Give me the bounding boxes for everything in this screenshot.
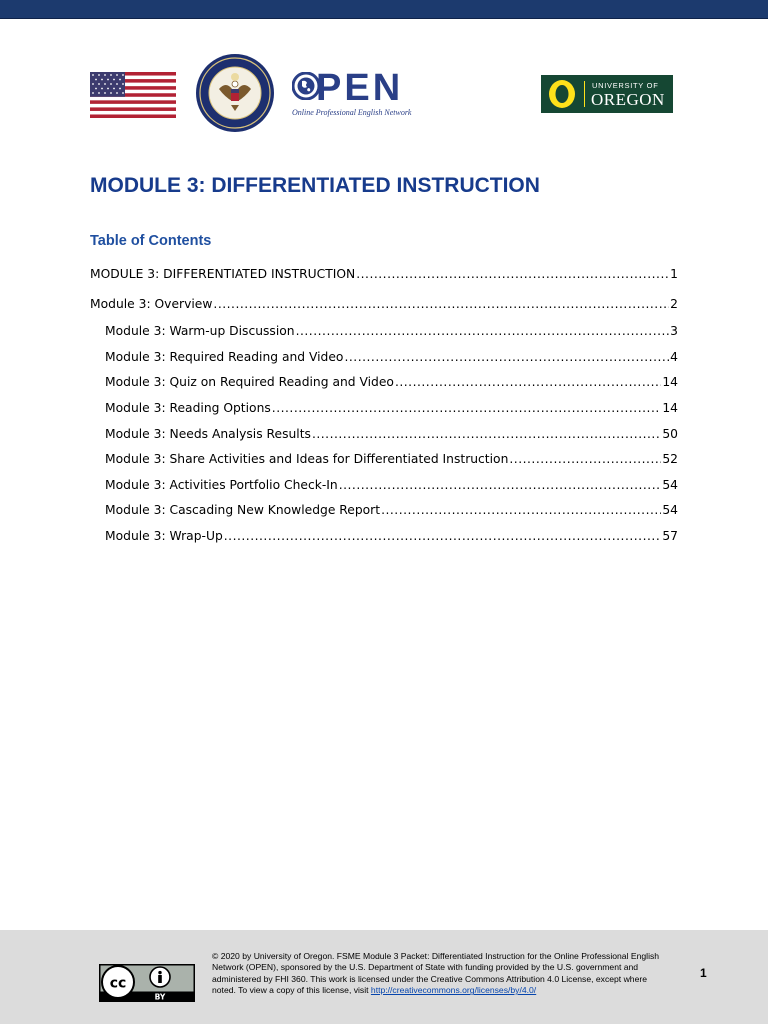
toc-entry-label: Module 3: Required Reading and Video xyxy=(105,350,344,364)
uo-oregon-text: OREGON xyxy=(591,90,665,109)
toc-dot-leader xyxy=(272,401,662,415)
toc-entry[interactable] xyxy=(105,478,678,496)
university-of-oregon-logo xyxy=(541,75,673,113)
toc-entry[interactable] xyxy=(105,350,678,368)
toc-entry-page: 4 xyxy=(670,350,678,364)
toc-entry-label: Module 3: Activities Portfolio Check-In xyxy=(105,478,338,492)
toc-entry-label: Module 3: Overview xyxy=(90,297,213,311)
toc-entry[interactable] xyxy=(105,401,678,419)
toc-dot-leader xyxy=(395,375,661,389)
toc-dot-leader xyxy=(224,529,662,543)
toc-entry-page: 50 xyxy=(662,427,678,441)
department-of-state-seal-icon xyxy=(195,53,275,133)
toc-entry[interactable] xyxy=(105,427,678,445)
oregon-o-icon xyxy=(547,78,577,110)
toc-entry[interactable] xyxy=(90,297,678,315)
toc-entry-label: Module 3: Wrap-Up xyxy=(105,529,223,543)
toc-dot-leader xyxy=(213,297,669,311)
logo-divider xyxy=(584,81,585,107)
toc-entry[interactable] xyxy=(90,267,678,285)
toc-entry[interactable] xyxy=(105,529,678,547)
page-title: MODULE 3: DIFFERENTIATED INSTRUCTION xyxy=(90,174,540,197)
toc-entry-page: 3 xyxy=(670,324,678,338)
toc-entry-page: 54 xyxy=(662,503,678,517)
license-link[interactable]: http://creativecommons.org/licenses/by/4.0/ xyxy=(370,985,537,996)
creative-commons-by-badge-icon xyxy=(99,964,195,1002)
license-text: © 2020 by University of Oregon. FSME Module 3 Packet: Differentiated Instruction for the Online Professional English Network (OPEN), sponsored by the U.S. Department of State with funding provided by the U.S. government and administered by FHI 360. This work is licensed under the Creative Commons Attribution 4.0 License, except where noted. To view a copy of this license, visit xyxy=(212,951,660,996)
toc-entry-label: Module 3: Cascading New Knowledge Report xyxy=(105,503,381,517)
toc-entry-page: 52 xyxy=(662,452,678,466)
toc-entry-label: Module 3: Share Activities and Ideas for Differentiated Instruction xyxy=(105,452,509,466)
toc-entry-label: Module 3: Warm-up Discussion xyxy=(105,324,295,338)
header-band xyxy=(0,0,768,19)
toc-entry-page: 57 xyxy=(662,529,678,543)
toc-entry[interactable] xyxy=(105,452,678,470)
toc-entry[interactable] xyxy=(105,503,678,521)
toc-entry[interactable] xyxy=(105,324,678,342)
toc-entry-label: MODULE 3: DIFFERENTIATED INSTRUCTION xyxy=(90,267,356,281)
toc-entry-page: 14 xyxy=(662,375,678,389)
svg-text:cc: cc xyxy=(109,975,127,992)
open-wordmark: PEN xyxy=(316,67,404,109)
toc-dot-leader xyxy=(339,478,662,492)
uo-university-text: UNIVERSITY OF xyxy=(592,81,659,90)
toc-entry-page: 14 xyxy=(662,401,678,415)
open-tagline: Online Professional English Network xyxy=(292,108,412,117)
toc-dot-leader xyxy=(381,503,661,517)
cc-by-label: BY xyxy=(154,992,166,1002)
us-flag-icon xyxy=(90,72,176,118)
toc-entry-page: 1 xyxy=(670,267,678,281)
toc-dot-leader xyxy=(296,324,670,338)
toc-dot-leader xyxy=(509,452,661,466)
license-notice xyxy=(212,951,662,997)
toc-dot-leader xyxy=(356,267,669,281)
toc-entry[interactable] xyxy=(105,375,678,393)
page-footer xyxy=(0,930,768,1024)
toc-entry-label: Module 3: Quiz on Required Reading and Video xyxy=(105,375,394,389)
toc-dot-leader xyxy=(344,350,669,364)
open-logo xyxy=(292,68,432,122)
page-number: 1 xyxy=(700,966,707,980)
toc-entry-page: 54 xyxy=(662,478,678,492)
toc-entry-label: Module 3: Needs Analysis Results xyxy=(105,427,311,441)
toc-entry-page: 2 xyxy=(670,297,678,311)
toc-heading: Table of Contents xyxy=(90,233,212,249)
toc-entry-label: Module 3: Reading Options xyxy=(105,401,271,415)
toc-dot-leader xyxy=(312,427,661,441)
